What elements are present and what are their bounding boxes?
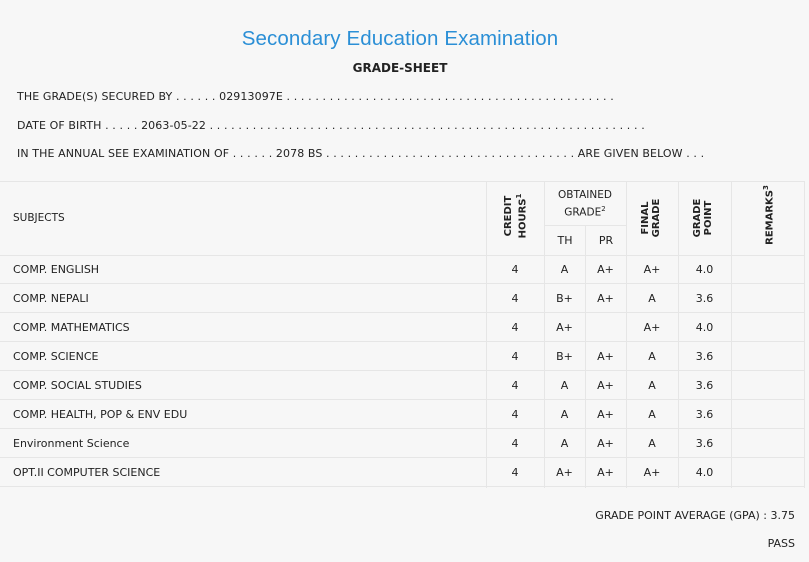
subject-name: COMP. MATHEMATICS [13,321,130,334]
credit-hours-header-line1: CREDIT [503,195,514,237]
subject-name: Environment Science [13,437,130,450]
grade-point-cell: 4.0 [695,263,714,276]
credit-cell: 4 [511,350,519,363]
th-grade-cell: B+ [556,350,573,363]
table-row [0,284,805,313]
obtained-grade-header-line1: OBTAINED [558,189,612,201]
table-row [0,255,805,284]
grade-point-cell: 3.6 [695,408,714,421]
table-row [0,458,805,487]
obtained-grade-header-line2 [544,202,626,220]
grade-point-header-line2: POINT [703,200,714,236]
final-grade-cell: A [648,408,656,421]
subject-name: COMP. SCIENCE [13,350,99,363]
th-grade-cell: A [560,437,569,450]
grade-point-cell: 3.6 [695,379,714,392]
table-row [0,429,805,458]
final-grade-cell: A [648,292,656,305]
table-row [0,342,805,371]
grade-point-header [692,188,716,248]
date-of-birth-line: DATE OF BIRTH . . . . . 2063-05-22 . . . . . . . . . . . . . . . . . . . . . . . . . . . . . . . . . . . . . . . . . . . . . . . . . . . . . . . . . . . . . [17,119,645,132]
subjects-header: SUBJECTS [13,212,65,224]
grade-point-cell: 3.6 [695,350,714,363]
subject-name: COMP. ENGLISH [13,263,100,276]
credit-cell: 4 [511,321,519,334]
credit-cell: 4 [511,466,519,479]
pr-grade-cell: A+ [597,379,614,392]
remarks-header-text: REMARKS [764,190,776,245]
final-grade-cell: A [648,437,656,450]
subject-name: COMP. SOCIAL STUDIES [13,379,142,392]
credit-cell: 4 [511,408,519,421]
grade-point-cell: 4.0 [695,321,714,334]
result-status: PASS [767,537,795,550]
grade-point-cell: 4.0 [695,466,714,479]
exam-line: IN THE ANNUAL SEE EXAMINATION OF . . . . . . 2078 BS . . . . . . . . . . . . . . . . . . . . . . . . . . . . . . . . . . . ARE GIVEN BELOW . . . [17,147,705,160]
gpa-summary: GRADE POINT AVERAGE (GPA) : 3.75 [595,509,795,522]
table-row [0,371,805,400]
pr-grade-cell: A+ [597,437,614,450]
credit-cell: 4 [511,379,519,392]
table-row [0,400,805,429]
obtained-grade-header-text: GRADE [564,206,602,219]
obtained-grade-footnote: 2 [601,205,606,213]
th-header: TH [557,234,573,247]
credit-cell: 4 [511,292,519,305]
pr-grade-cell: A+ [597,263,614,276]
th-grade-cell: A [560,263,569,276]
th-grade-cell: B+ [556,292,573,305]
final-grade-cell: A+ [643,263,661,276]
row-divider [0,486,805,487]
table-top-rule [0,181,805,182]
final-grade-cell: A+ [643,466,661,479]
final-grade-header-line2: GRADE [651,198,662,238]
pr-grade-cell: A+ [597,350,614,363]
remarks-header [761,175,775,255]
grade-sheet-heading: GRADE-SHEET [352,61,448,75]
credit-cell: 4 [511,437,519,450]
grade-point-cell: 3.6 [695,292,714,305]
table-row [0,313,805,342]
grade-point-header-line1: GRADE [692,198,703,238]
page-title: Secondary Education Examination [241,27,559,50]
credit-hours-header-line2 [514,177,528,255]
subject-name: COMP. NEPALI [13,292,89,305]
grade-point-cell: 3.6 [695,437,714,450]
subject-name: COMP. HEALTH, POP & ENV EDU [13,408,188,421]
pr-grade-cell: A+ [597,408,614,421]
th-grade-cell: A+ [556,321,573,334]
pr-header: PR [598,234,614,247]
credit-hours-header-text: HOURS [517,198,529,239]
pr-grade-cell: A+ [597,466,614,479]
obtained-grade-header [544,188,626,220]
th-grade-cell: A+ [556,466,573,479]
credit-hours-footnote: 1 [515,193,523,199]
secured-by-line: THE GRADE(S) SECURED BY . . . . . . 02913097E . . . . . . . . . . . . . . . . . . . . . . . . . . . . . . . . . . . . . . . . . . . . . . [17,90,614,103]
final-grade-cell: A [648,379,656,392]
final-grade-header [640,186,664,250]
final-grade-cell: A [648,350,656,363]
subject-name: OPT.II COMPUTER SCIENCE [13,466,161,479]
remarks-footnote: 3 [762,185,770,190]
final-grade-cell: A+ [643,321,661,334]
th-grade-cell: A [560,379,569,392]
final-grade-header-line1: FINAL [640,201,651,235]
th-grade-cell: A [560,408,569,421]
credit-cell: 4 [511,263,519,276]
credit-hours-header [503,177,527,255]
pr-grade-cell: A+ [597,292,614,305]
